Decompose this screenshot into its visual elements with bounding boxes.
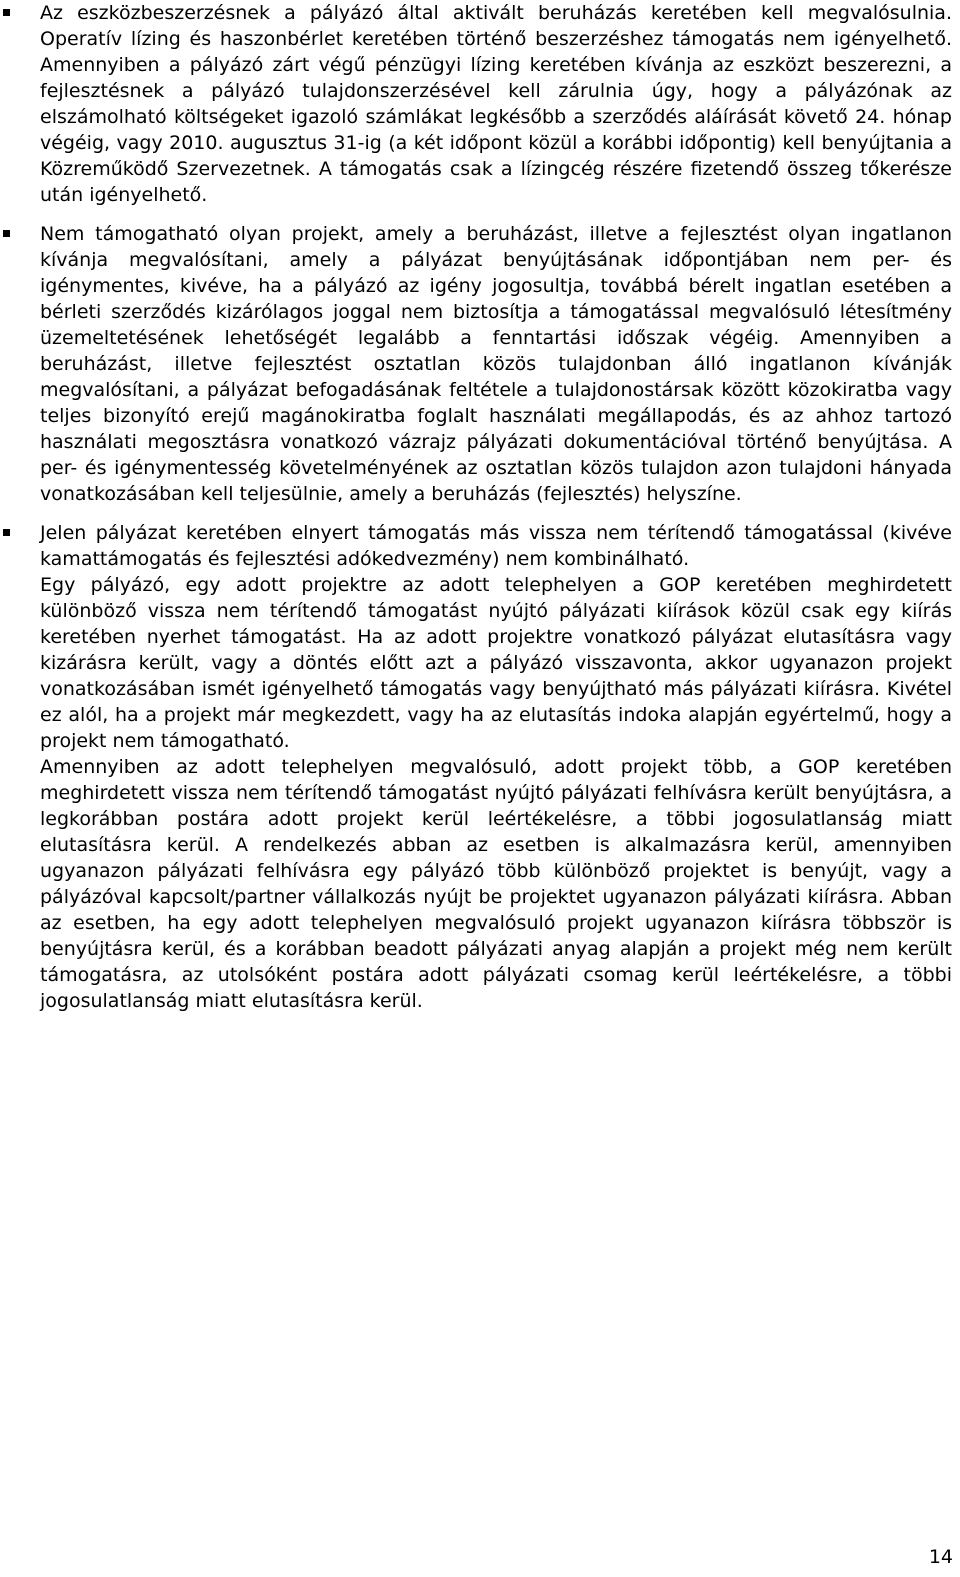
square-bullet-icon bbox=[3, 529, 10, 536]
bullet-item-combination bbox=[0, 520, 960, 1014]
paragraph: Az eszközbeszerzésnek a pályázó által aktivált beruházás keretében kell megvalósulnia. Operatív lízing és haszonbérlet keretében történő beszerzéshez támogatás nem igényelhető. Amennyiben a pályázó zárt végű pénzügyi lízing keretében kívánja az eszközt beszerezni, a fejlesztésnek a pályázó tulajdonszerzésével kell zárulnia úgy, hogy a pályázónak az elszámolható költségeket igazoló számlákat legkésőbb a szerződés aláírását követő 24. hónap végéig, vagy 2010. augusztus 31-ig (a két időpont közül a korábbi időpontig) kell benyújtania a Közreműködő Szervezetnek. A támogatás csak a lízingcég részére fizetendő összeg tőkerésze után igényelhető. bbox=[40, 2, 952, 206]
page-number: 14 bbox=[928, 1546, 953, 1568]
bullet-item-leasing bbox=[0, 0, 960, 208]
square-bullet-icon bbox=[3, 230, 10, 237]
square-bullet-icon bbox=[3, 9, 10, 16]
paragraph: Egy pályázó, egy adott projektre az adott telephelyen a GOP keretében meghirdetett különböző vissza nem térítendő támogatást nyújtó pályázati kiírások közül csak egy kiírás keretében nyerhet támogatást. Ha az adott projektre vonatkozó pályázat elutasításra vagy kizárásra került, vagy a döntés előtt azt a pályázó visszavonta, akkor ugyanazon projekt vonatkozásában ismét igényelhető támogatás vagy benyújtható más pályázati kiírásra. Kivétel ez alól, ha a projekt már megkezdett, vagy ha az elutasítás indoka alapján egyértelmű, hogy a projekt nem támogatható. bbox=[40, 574, 952, 752]
paragraph: Jelen pályázat keretében elnyert támogatás más vissza nem térítendő támogatással (kivéve kamattámogatás és fejlesztési adókedvezmény) nem kombinálható. bbox=[40, 522, 952, 570]
paragraph: Nem támogatható olyan projekt, amely a beruházást, illetve a fejlesztést olyan ingatlanon kívánja megvalósítani, amely a pályázat benyújtásának időpontjában nem per- és igénymentes, kivéve, ha a pályázó az igény jogosultja, továbbá bérelt ingatlan esetében a bérleti szerződés kizárólagos joggal nem biztosítja a támogatással megvalósuló létesítmény üzemeltetésének lehetőségét legalább a fenntartási időszak végéig. Amennyiben a beruházást, illetve fejlesztést osztatlan közös tulajdonban álló ingatlanon kívánják megvalósítani, a pályázat befogadásának feltétele a tulajdonostársak között közokiratba vagy teljes bizonyító erejű magánokiratba foglalt használati megállapodás, és az ahhoz tartozó használati megosztásra vonatkozó vázrajz pályázati dokumentációval történő benyújtása. A per- és igénymentesség követelményének az osztatlan közös tulajdon azon tulajdoni hányada vonatkozásában kell teljesülnie, amely a beruházás (fejlesztés) helyszíne. bbox=[40, 223, 952, 505]
paragraph: Amennyiben az adott telephelyen megvalósuló, adott projekt több, a GOP keretében meghirdetett vissza nem térítendő támogatást nyújtó pályázati felhívásra került benyújtásra, a legkorábban postára adott projekt kerül leértékelésre, a többi jogosulatlanság miatt elutasításra kerül. A rendelkezés abban az esetben is alkalmazásra kerül, amennyiben ugyanazon pályázati felhívásra egy pályázó több különböző projektet is benyújt, vagy a pályázóval kapcsolt/partner vállalkozás nyújt be projektet ugyanazon pályázati kiírásra. Abban az esetben, ha egy adott telephelyen megvalósuló projekt ugyanazon kiírásra többször is benyújtásra kerül, és a korábban beadott pályázati anyag alapján a projekt még nem került támogatásra, az utolsóként postára adott pályázati csomag kerül leértékelésre, a többi jogosulatlanság miatt elutasításra kerül. bbox=[40, 756, 952, 1012]
bullet-item-property bbox=[0, 221, 960, 507]
